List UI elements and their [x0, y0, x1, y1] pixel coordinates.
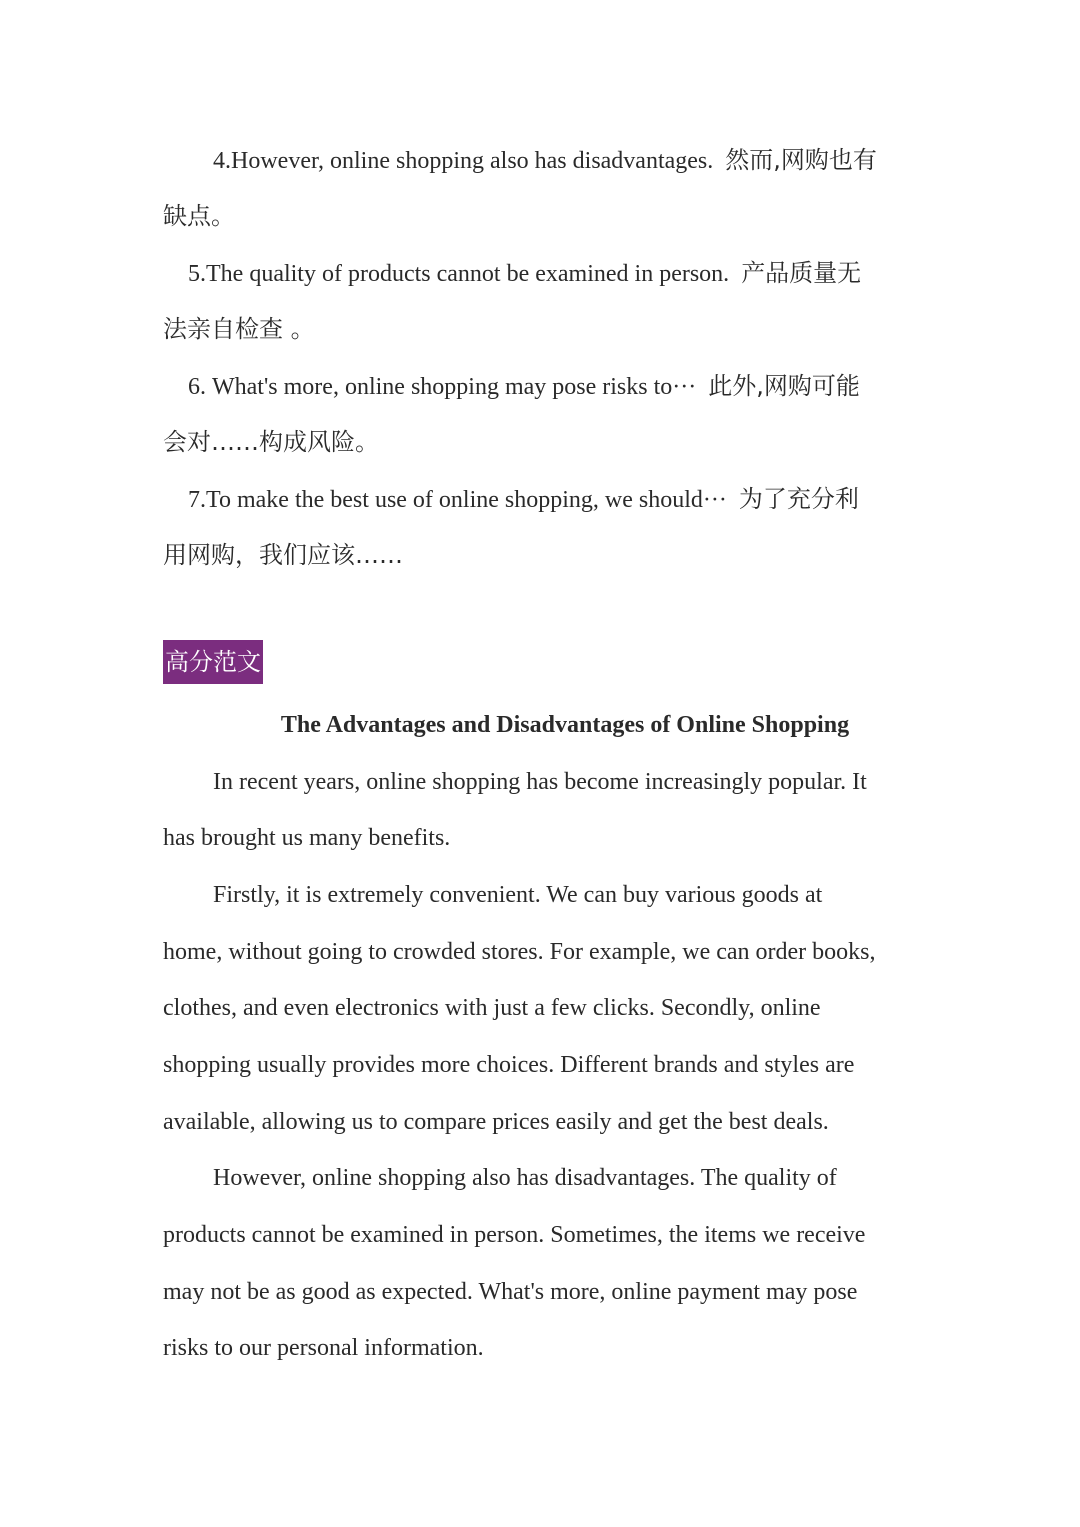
phrase-5-line-2: 法亲自检查 。 — [163, 315, 315, 343]
phrase-4-line-1 — [213, 145, 877, 176]
essay-line: shopping usually provides more choices. Different brands and styles are — [163, 1052, 855, 1078]
essay-line: has brought us many benefits. — [163, 825, 451, 851]
phrase-4-english: However, online shopping also has disadvantages. — [231, 148, 714, 174]
phrase-7-line-2: 用网购，我们应该…… — [163, 541, 403, 569]
essay-line: clothes, and even electronics with just a few clicks. Secondly, online — [163, 995, 821, 1021]
phrase-5-chinese: 产品质量无 — [741, 259, 862, 287]
essay-title: The Advantages and Disadvantages of Online Shopping — [280, 712, 850, 738]
phrase-7-chinese: 为了充分利 — [738, 485, 859, 513]
phrase-7-number: 7. — [188, 487, 206, 513]
phrase-6-line-2: 会对……构成风险。 — [163, 428, 379, 456]
phrase-6-number: 6. — [188, 374, 206, 400]
phrase-6-chinese: 此外,网购可能 — [708, 372, 860, 400]
phrase-6-english: What's more, online shopping may pose risks to··· — [212, 374, 697, 400]
essay-line: products cannot be examined in person. Sometimes, the items we receive — [163, 1222, 866, 1248]
section-badge: 高分范文 — [163, 640, 263, 684]
phrase-6-line-1 — [188, 371, 860, 402]
phrase-5-number: 5. — [188, 261, 206, 287]
essay-line: Firstly, it is extremely convenient. We can buy various goods at — [213, 882, 823, 908]
essay-line: home, without going to crowded stores. For example, we can order books, — [163, 939, 876, 965]
essay-line: However, online shopping also has disadvantages. The quality of — [213, 1165, 837, 1191]
essay-line: In recent years, online shopping has become increasingly popular. It — [213, 769, 867, 795]
phrase-5-line-1 — [188, 258, 861, 289]
phrase-4-chinese: 然而,网购也有 — [725, 146, 877, 174]
essay-line: risks to our personal information. — [163, 1335, 484, 1361]
phrase-7-english: To make the best use of online shopping, we should··· — [206, 487, 727, 513]
phrase-4-number: 4. — [213, 148, 231, 174]
phrase-7-line-1 — [188, 484, 859, 515]
essay-line: available, allowing us to compare prices easily and get the best deals. — [163, 1109, 829, 1135]
phrase-5-english: The quality of products cannot be examined in person. — [206, 261, 730, 287]
essay-line: may not be as good as expected. What's more, online payment may pose — [163, 1279, 858, 1305]
phrase-4-line-2: 缺点。 — [163, 202, 235, 230]
